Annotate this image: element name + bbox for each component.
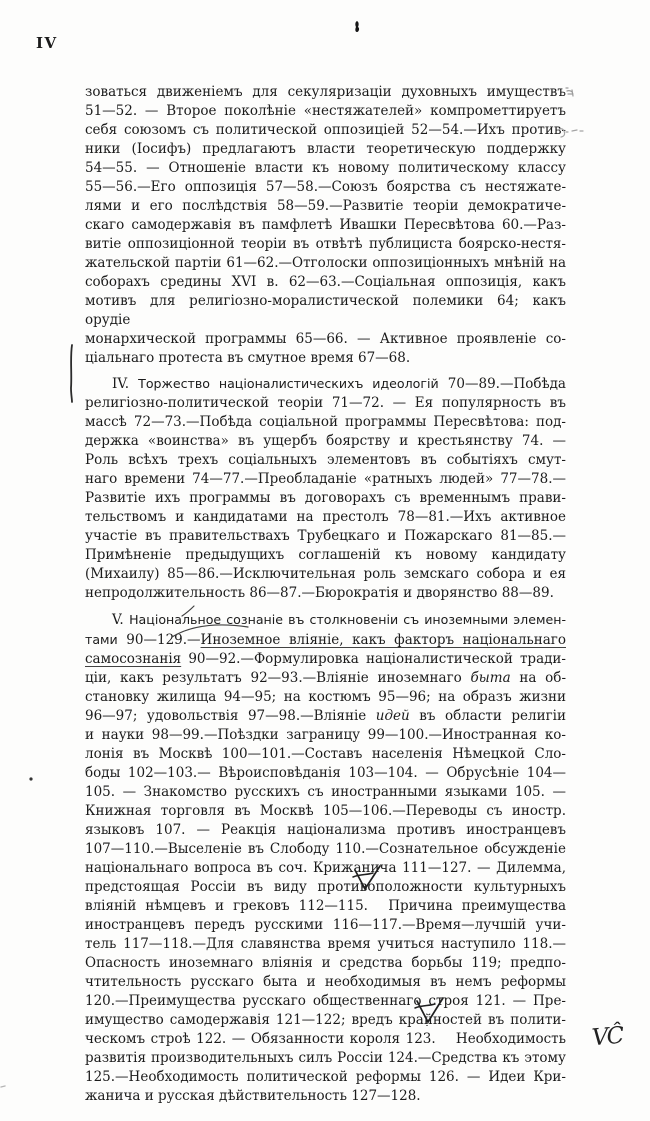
margin-dot-icon — [28, 776, 34, 782]
text-block — [85, 83, 566, 1106]
toc-line: развитія производительныхъ силъ Россіи 124.—Средства къ этому — [85, 1050, 566, 1066]
toc-line: Примѣненіе предыдущихъ соглашеній къ новому кандидату — [85, 547, 566, 563]
toc-line: наго времени 74—77.—Преобладаніе «ратныхъ людей» 77—78.— — [85, 471, 566, 487]
toc-line: и науки 98—99.—Поѣздки заграницу 99—100.—Иностранная ко- — [85, 727, 566, 743]
toc-line: скаго самодержавія въ памфлетѣ Ивашки Пересвѣтова 60.—Раз- — [85, 217, 566, 233]
toc-line: ческомъ строѣ 122. — Обязанности короля 123. Необходимость — [85, 1031, 566, 1047]
toc-line: религіозно-политической теоріи 71—72. — Ея популярность въ — [85, 395, 566, 411]
toc-line: боды 102—103.— Вѣроисповѣданія 103—104. — Обрусѣніе 104— — [85, 765, 566, 781]
toc-line: держка «воинства» въ ущербъ боярству и крестьянству 74. — — [85, 433, 566, 449]
toc-line: жанича и русская дѣйствительность 127—128. — [85, 1088, 421, 1104]
toc-line: языковъ 107. — Реакція націонализма противъ иностранцевъ — [85, 822, 566, 838]
toc-line: иностранцевъ передъ русскими 116—117.—Время—лучшій учи- — [85, 917, 566, 933]
toc-line: участіе въ правительствахъ Трубецкаго и Пожарскаго 81—85.— — [85, 528, 566, 544]
toc-line: 120.—Преимущества русскаго общественнаго строя 121. — Пре- — [85, 993, 566, 1009]
toc-line: Книжная торговля въ Москвѣ 105—106.—Переводы съ иностр. — [85, 803, 566, 819]
toc-line: 107—110.—Выселеніе въ Слободу 110.—Сознательное обсужденіе — [85, 841, 566, 857]
toc-line: жательской партіи 61—62.—Отголоски оппозиціонныхъ мнѣній на — [85, 255, 566, 271]
toc-line: массѣ 72—73.—Побѣда соціальной программы Пересвѣтова: под- — [85, 414, 566, 430]
toc-line: лонія въ Москвѣ 100—101.—Составъ населенія Нѣмецкой Сло- — [85, 746, 566, 762]
toc-line: Развитіе ихъ программы въ договорахъ съ временнымъ прави- — [85, 490, 566, 506]
toc-line: вліяній нѣмцевъ и грековъ 112—115. Причина преимущества — [85, 898, 566, 914]
page-number: IV — [36, 34, 58, 52]
toc-line: 125.—Необходимость политической реформы 126. — Идеи Кри- — [85, 1069, 566, 1085]
toc-line: витіе оппозиціонной теоріи въ отвѣтѣ публициста боярско-нестя- — [85, 236, 566, 252]
toc-line: тельствомъ и кандидатами на престолъ 78—81.—Ихъ активное — [85, 509, 566, 525]
toc-line: 51—52. — Второе поколѣніе «нестяжателей» компрометтируетъ — [85, 103, 566, 119]
toc-line: IV. Торжество націоналистическихъ идеологій 70—89.—Побѣда — [112, 376, 566, 392]
toc-line: V. Національное сознаніе въ столкновеніи съ иноземными элемен- — [112, 612, 566, 628]
toc-line: соборахъ средины XVI в. 62—63.—Соціальная оппозиція, какъ — [85, 274, 566, 290]
toc-line: тель 117—118.—Для славянства время учиться наступило 118.— — [85, 936, 566, 952]
toc-line: имущество самодержавія 121—122; вредъ крайностей въ полити- — [85, 1012, 566, 1028]
toc-line: 105. — Знакомство русскихъ съ иностранными языками 105. — — [85, 784, 566, 800]
toc-line: ціи, какъ результатъ 92—93.—Вліяніе иноземнаго быта на об- — [85, 670, 566, 686]
toc-entry-iii-continuation — [85, 83, 566, 368]
toc-line: (Михаилу) 85—86.—Исключительная роль земскаго собора и ея — [85, 566, 566, 582]
toc-line: себя союзомъ съ политической оппозиціей 52—54.—Ихъ против- — [85, 122, 566, 138]
toc-entry-v — [85, 610, 566, 1106]
toc-line: ники (Іосифъ) предлагаютъ власти теоретическую поддержку — [85, 141, 566, 157]
ink-speck-icon — [353, 20, 363, 34]
toc-line: національнаго вопроса въ соч. Крижанича 111—127. — Дилемма, — [85, 860, 566, 876]
toc-line: самосознанія 90—92.—Формулировка націоналистической тради- — [85, 651, 566, 667]
toc-line: 54—55. — Отношеніе власти къ новому политическому классу — [85, 160, 566, 176]
toc-line: монархической программы 65—66. — Активное проявленіе со- — [85, 331, 566, 347]
toc-line: чтительность русскаго быта и необходимыя въ немъ реформы — [85, 974, 566, 990]
toc-line: Опасность иноземнаго вліянія и средства борьбы 119; предпо- — [85, 955, 566, 971]
toc-line: предстоящая Россіи въ виду противоположности культурныхъ — [85, 879, 566, 895]
toc-line: лями и его послѣдствія 58—59.—Развитіе теоріи демократиче- — [85, 198, 566, 214]
toc-line: 55—56.—Его оппозиція 57—58.—Союзъ боярства съ нестяжате- — [85, 179, 566, 195]
toc-entry-iv — [85, 374, 566, 603]
toc-line: Роль всѣхъ трехъ соціальныхъ элементовъ въ событіяхъ смут- — [85, 452, 566, 468]
handwritten-vc-note: VĈ — [590, 1022, 624, 1052]
toc-line: становку жилища 94—95; на костюмъ 95—96; на образъ жизни — [85, 689, 566, 705]
pencil-margin-line-icon — [66, 344, 78, 404]
toc-line: ціальнаго протеста въ смутное время 67—68. — [85, 350, 411, 366]
toc-line: зоваться движеніемъ для секуляризаціи духовныхъ имуществъ — [85, 84, 566, 100]
toc-line: непродолжительность 86—87.—Бюрократія и дворянство 88—89. — [85, 585, 554, 601]
edge-mark-icon — [0, 1084, 8, 1092]
toc-line: мотивъ для религіозно-моралистической полемики 64; какъ орудіе — [85, 293, 566, 328]
toc-line: тами 90—129.—Иноземное вліяніе, какъ факторъ національнаго — [85, 632, 566, 648]
toc-line: 96—97; удовольствія 97—98.—Вліяніе идей въ области религіи — [85, 708, 566, 724]
